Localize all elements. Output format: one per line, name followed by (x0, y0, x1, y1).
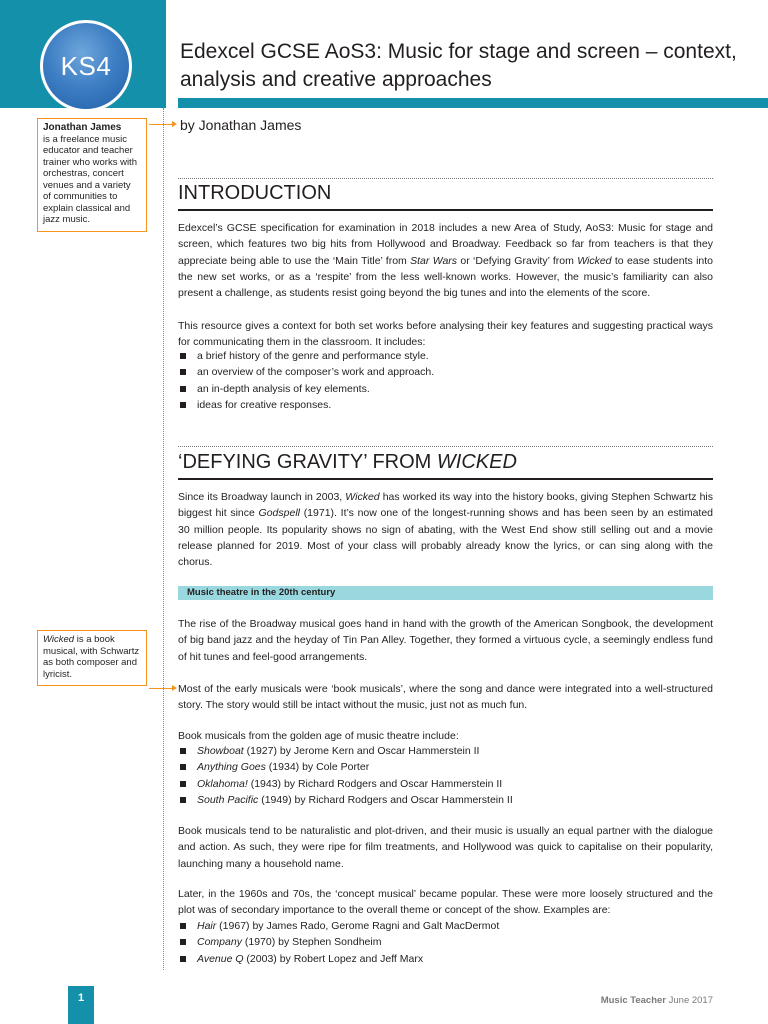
book-musicals-list (178, 743, 713, 808)
musical-title: Company (197, 936, 242, 949)
list-item (178, 934, 713, 950)
list-item (178, 759, 713, 775)
author-note (37, 118, 147, 232)
list-item: a brief history of the genre and performance style. (178, 348, 713, 364)
intro-bullet-list (178, 348, 713, 413)
author-note-arrow (149, 124, 173, 125)
musical-detail: (1927) by Jerome Kern and Oscar Hammerstein II (243, 745, 480, 757)
publication-name: Music Teacher (600, 995, 666, 1006)
musical-detail: (2003) by Robert Lopez and Jeff Marx (243, 952, 424, 965)
musical-title: Anything Goes (197, 761, 266, 774)
musical-title: Oklahoma! (197, 777, 248, 790)
musical-detail: (1970) by Stephen Sondheim (241, 936, 382, 949)
musical-detail: (1949) by Richard Rodgers and Oscar Hammerstein II (258, 793, 513, 806)
musical-detail: (1934) by Cole Porter (265, 761, 370, 774)
body-paragraph-2: Most of the early musicals were ‘book musicals’, where the song and dance were integrated into a well-structured story. The story would still be intact without the music, just not as much fun. (178, 683, 713, 712)
ks4-badge (40, 20, 132, 112)
text-span: to ease students into the new set works, or as a ‘respite’ from the less well-known works. However, the music’s familiarity can also present a challenge, as students resist going beyond the big tunes and into the elements of the score. (178, 254, 714, 300)
list-item: an overview of the composer’s work and approach. (178, 364, 713, 380)
page-number-box (68, 986, 94, 1024)
author-name: Jonathan James (43, 122, 122, 133)
italic-title: Wicked (345, 491, 380, 503)
list-item: an in-depth analysis of key elements. (178, 381, 713, 397)
heading-text: ‘DEFYING GRAVITY’ FROM (178, 451, 437, 473)
body-paragraph-5: Later, in the 1960s and 70s, the ‘concept musical’ became popular. These were more loosely structured and the plot was of secondary importance to the overall theme or concept of the show. Examples are: (178, 888, 713, 917)
intro-paragraph-1 (178, 220, 713, 301)
body-paragraph-4: Book musicals tend to be naturalistic and plot-driven, and their music is usually an equal partner with the dialogue and action. As such, they were ripe for film treatments, and Hollywood was quick to capitalise on their popularity, launching many a household name. (178, 825, 713, 870)
subheading-text: Music theatre in the 20th century (187, 587, 336, 598)
musical-detail: (1967) by James Rado, Gerome Ragni and Galt MacDermot (216, 920, 500, 932)
list-item (178, 792, 713, 808)
wicked-note-text: is a book musical, with Schwartz as both composer and lyricist. (43, 634, 140, 680)
text-span: Since its Broadway launch in 2003, (178, 491, 346, 503)
italic-title: Star Wars (410, 254, 458, 267)
list-item: ideas for creative responses. (178, 397, 713, 413)
body-paragraph-1: The rise of the Broadway musical goes hand in hand with the growth of the American Songbook, the development of big band jazz and the heyday of Tin Pan Alley. Together, they formed a virtuous cycle, a seemingly endless fund of hit tunes and feel-good arrangements. (178, 618, 713, 663)
section-separator (178, 446, 713, 447)
list-item (178, 776, 713, 792)
text-span: has worked its way into the history books, giving Stephen Schwartz his biggest hit since (178, 491, 714, 520)
intro-paragraph-2: This resource gives a context for both set works before analysing their key features and suggesting practical ways for communicating them in the classroom. It includes: (178, 320, 713, 349)
footer-credit (601, 995, 713, 1006)
byline: by Jonathan James (180, 117, 302, 133)
defying-paragraph (178, 489, 713, 570)
page-number: 1 (77, 992, 85, 1004)
concept-musicals-list (178, 918, 713, 967)
musical-detail: (1943) by Richard Rodgers and Oscar Hammerstein II (247, 777, 503, 790)
margin-divider (163, 108, 164, 970)
wicked-note-arrow (149, 688, 173, 689)
list-item (178, 951, 713, 967)
defying-gravity-heading (178, 451, 713, 480)
subheading-bar (178, 586, 713, 600)
ks4-badge-label: KS4 (60, 50, 112, 81)
text-span: (1971). It’s now one of the longest-running shows and has been seen by an estimated 30 million people. Its popularity shows no sign of abating, with the West End show still selling out and a movie release planned for 2019. Most of your class will probably already know the lyrics, or can sing along with the chorus. (178, 507, 714, 569)
list-item (178, 743, 713, 759)
text-span: Edexcel’s GCSE specification for examination in 2018 includes a new Area of Study, AoS3: Music for stage and screen, which features two big hits from Hollywood and Broadway. Feedback so far from teachers is that they appreciate being able to use the ‘Main Title’ from (178, 222, 713, 267)
text-span: or ‘Defying Gravity’ from (457, 254, 578, 267)
author-bio: is a freelance music educator and teacher trainer who works with orchestras, concert venues and a variety of communities to explain classical and jazz music. (43, 133, 137, 225)
italic-title: Godspell (258, 507, 300, 520)
header-teal-block (0, 0, 166, 108)
wicked-note (37, 630, 147, 686)
title-underline-bar (178, 98, 768, 108)
musical-title: South Pacific (197, 793, 259, 806)
page-title: Edexcel GCSE AoS3: Music for stage and screen – context, analysis and creative approaches (180, 40, 737, 91)
italic-title: Wicked (577, 254, 612, 267)
musical-title: Avenue Q (197, 952, 244, 965)
musical-title: Hair (197, 920, 217, 932)
wicked-note-title: Wicked (43, 634, 75, 645)
section-separator (178, 178, 713, 179)
intro-heading: INTRODUCTION (178, 182, 713, 211)
publication-date: June 2017 (665, 995, 713, 1006)
list-item (178, 918, 713, 934)
heading-italic: WICKED (436, 451, 517, 473)
musical-title: Showboat (197, 745, 244, 757)
body-paragraph-3: Book musicals from the golden age of music theatre include: (178, 730, 459, 742)
